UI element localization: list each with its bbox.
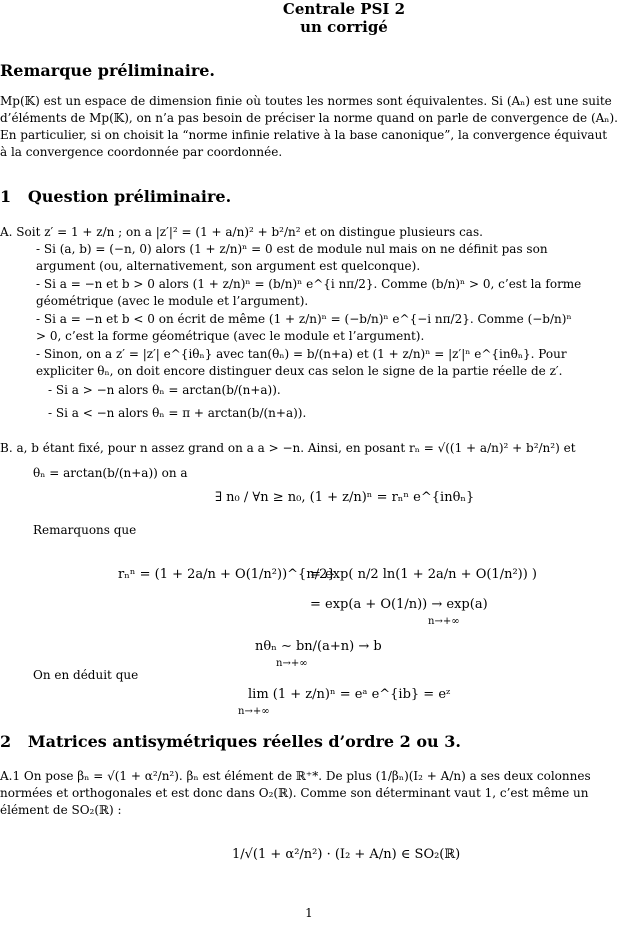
- case-4: - Sinon, on a z′ = |z′| e^{iθₙ} avec tan(θₙ) = b/(n+a) et (1 + z/n)ⁿ = |z′|ⁿ e^{inθₙ}. Pour expliciter θₙ, on doit encore distinguer deux cas selon le signe de la partie réelle de z′.: [36, 347, 567, 378]
- section2-A1-text: A.1 On pose βₙ = √(1 + α²/n²). βₙ est élément de ℝ⁺*. De plus (1/βₙ)(I₂ + A/n) a ses deux colonnes normées et orthogonales et est donc dans O₂(ℝ). Comme son déterminant vaut 1, c’est même un élément de SO₂(ℝ) :: [0, 769, 591, 817]
- equation-limit: lim (1 + z/n)ⁿ = eᵃ e^{ib} = eᶻ: [248, 687, 451, 702]
- title-line-2: un corrigé: [300, 18, 388, 36]
- equation-rn-left: rₙⁿ = (1 + 2a/n + O(1/n²))^{n/2}: [118, 567, 336, 582]
- section1-title: Question préliminaire.: [27, 187, 232, 206]
- equation-so2: 1/√(1 + α²/n²) · (I₂ + A/n) ∈ SO₂(ℝ): [232, 847, 461, 862]
- equation-theta: nθₙ ∼ bn/(a+n) → b: [255, 639, 382, 654]
- section2-heading: [0, 733, 461, 750]
- case-2: - Si a = −n et b > 0 alors (1 + z/n)ⁿ = (b/n)ⁿ e^{i nπ/2}. Comme (b/n)ⁿ > 0, c’est la forme géométrique (avec le module et l’argument).: [36, 277, 582, 308]
- section1-B-intro: B. a, b étant fixé, pour n assez grand on a a > −n. Ainsi, en posant rₙ = √((1 + a/n)² + b²/n²) et: [0, 441, 576, 455]
- case-3: - Si a = −n et b < 0 on écrit de même (1 + z/n)ⁿ = (−b/n)ⁿ e^{−i nπ/2}. Comme (−b/n)ⁿ > 0, c’est la forme géométrique (avec le module et l’argument).: [36, 312, 572, 343]
- section1-number: 1: [0, 187, 12, 206]
- equation-rn-right-1: = exp( n/2 ln(1 + 2a/n + O(1/n²)) ): [310, 567, 538, 582]
- section1-A-intro: A. Soit z′ = 1 + z/n ; on a |z′|² = (1 + a/n)² + b²/n² et on distingue plusieurs cas.: [0, 225, 483, 239]
- sub-case-2: - Si a < −n alors θₙ = π + arctan(b/(n+a)).: [48, 406, 307, 420]
- section2-number: 2: [0, 732, 12, 751]
- page-number: 1: [305, 906, 313, 920]
- remarque-heading: Remarque préliminaire.: [0, 61, 215, 80]
- section2-title: Matrices antisymétriques réelles d’ordre 2 ou 3.: [27, 732, 461, 751]
- title-line-1: Centrale PSI 2: [282, 0, 406, 18]
- remarquons-text: Remarquons que: [33, 523, 137, 537]
- document-title: [0, 0, 618, 36]
- case-1: - Si (a, b) = (−n, 0) alors (1 + z/n)ⁿ = 0 est de module nul mais on ne définit pas son argument (ou, alternativement, son argument est quelconque).: [36, 242, 548, 273]
- section1-B-theta: θₙ = arctan(b/(n+a)) on a: [33, 466, 188, 480]
- equation-rn-limit-label: n→+∞: [428, 616, 460, 627]
- equation-existence: ∃ n₀ / ∀n ≥ n₀, (1 + z/n)ⁿ = rₙⁿ e^{inθₙ}: [215, 490, 475, 505]
- section1-heading: [0, 188, 231, 205]
- deduit-text: On en déduit que: [33, 668, 139, 682]
- equation-limit-sub: n→+∞: [238, 706, 270, 717]
- sub-case-1: - Si a > −n alors θₙ = arctan(b/(n+a)).: [48, 383, 281, 397]
- equation-rn-right-2: = exp(a + O(1/n)) → exp(a): [310, 597, 488, 612]
- equation-theta-limit-label: n→+∞: [276, 658, 308, 669]
- remarque-text: Mp(𝕂) est un espace de dimension finie où toutes les normes sont équivalentes. Si (Aₙ) est une suite d’éléments de Mp(𝕂), on n’a pas besoin de préciser la norme quand on parle de convergence de (Aₙ). En particulier, si on choisit la “norme infinie relative à la base canonique”, la convergence équivaut à la convergence coordonnée par coordonnée.: [0, 94, 618, 159]
